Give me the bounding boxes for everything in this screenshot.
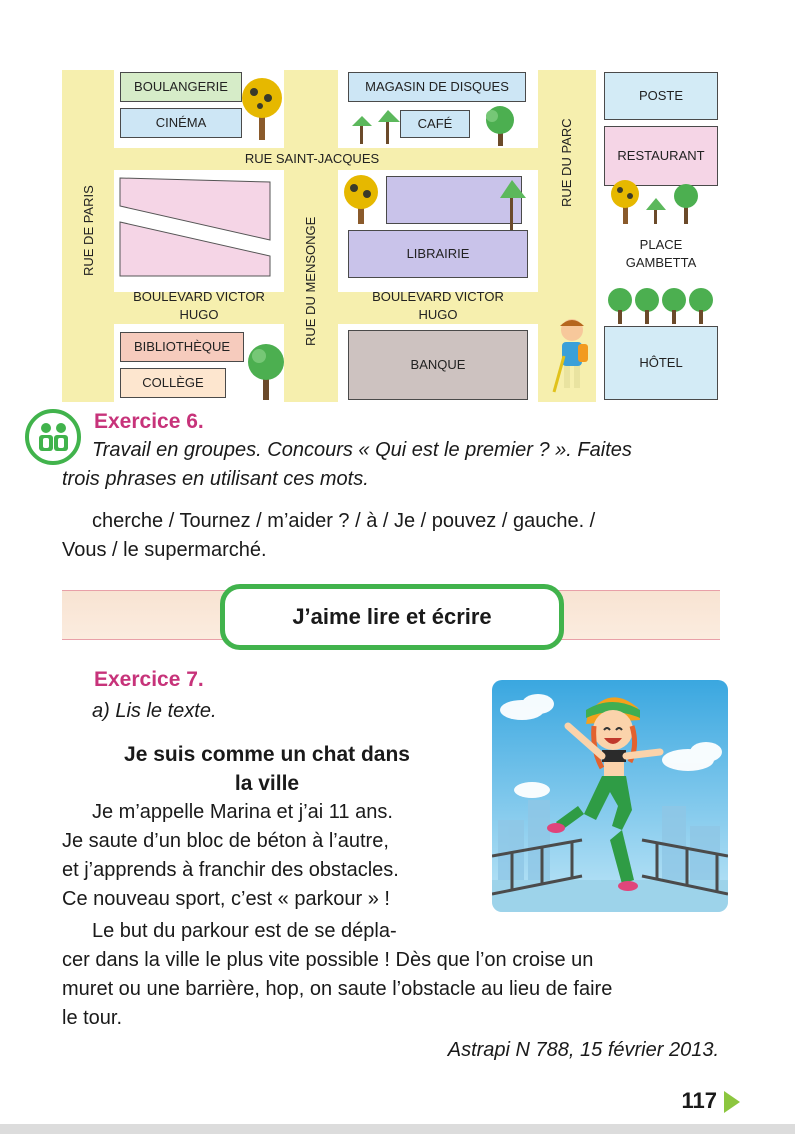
place-label-line: GAMBETTA	[625, 254, 697, 270]
building-boulangerie: BOULANGERIE	[120, 72, 242, 102]
story-title	[62, 740, 472, 798]
story-line: cer dans la ville le plus vite possible ! Dès que l’on croise un	[62, 949, 594, 971]
story-source: Astrapi N 788, 15 février 2013.	[447, 1039, 719, 1061]
place-label-line: PLACE	[639, 237, 683, 252]
street-label-line: BOULEVARD VICTOR	[372, 289, 504, 304]
exercise-7-title: Exercice 7.	[94, 668, 204, 691]
street-label-line: HUGO	[179, 306, 219, 322]
tree-icon	[340, 174, 384, 224]
group-work-icon	[24, 408, 82, 466]
exercise-6-instruction: trois phrases en utilisant ces mots.	[62, 468, 369, 490]
building-college: COLLÈGE	[120, 368, 226, 398]
tree-icon	[240, 76, 284, 142]
street-rue-du-mensonge: RUE DU MENSONGE	[303, 216, 318, 346]
building-poste: POSTE	[604, 72, 718, 120]
exercise-7-instruction: a) Lis le texte.	[92, 700, 217, 722]
girl-parkour-illustration	[492, 680, 728, 912]
page-bottom-bar	[0, 1124, 795, 1134]
pink-buildings	[118, 176, 274, 280]
story-line: et j’apprends à franchir des obstacles.	[62, 859, 399, 881]
section-title: J’aime lire et écrire	[220, 584, 564, 650]
building-librairie: LIBRAIRIE	[348, 230, 528, 278]
street-rue-de-paris: RUE DE PARIS	[81, 185, 96, 277]
tree-icon	[608, 178, 704, 226]
street-boulevard-victor-hugo-east	[348, 288, 528, 323]
street-saint-jacques: RUE SAINT-JACQUES	[244, 151, 380, 166]
street-label-line: HUGO	[418, 306, 458, 322]
exercise-6-words: cherche / Tournez / m’aider ? / à / Je / pouvez / gauche. /	[92, 510, 596, 532]
story-line: le tour.	[62, 1007, 123, 1029]
street-label-line: BOULEVARD VICTOR	[133, 289, 265, 304]
story-line: muret ou une barrière, hop, on saute l’obstacle au lieu de faire	[62, 978, 613, 1000]
page-arrow-icon	[724, 1091, 740, 1113]
building-magasin-de-disques: MAGASIN DE DISQUES	[348, 72, 526, 102]
tree-icon	[478, 104, 526, 148]
story-line: Je m’appelle Marina et j’ai 11 ans.	[92, 801, 393, 823]
story-line: Ce nouveau sport, c’est « parkour » !	[62, 888, 390, 910]
tree-row-icon	[606, 286, 716, 326]
tree-icon	[246, 340, 286, 400]
story-line: Je saute d’un bloc de béton à l’autre,	[62, 830, 389, 852]
story-title-line: la ville	[234, 772, 300, 795]
exercise-6-title: Exercice 6.	[94, 410, 204, 433]
building-hotel: HÔTEL	[604, 326, 718, 400]
story-line: Le but du parkour est de se dépla-	[92, 920, 397, 942]
street-map	[62, 70, 720, 402]
page-number: 117	[681, 1088, 717, 1113]
sapling-icon	[492, 174, 536, 234]
building-restaurant: RESTAURANT	[604, 126, 718, 186]
street-rue-du-parc: RUE DU PARC	[559, 118, 574, 208]
exercise-6-words: Vous / le supermarché.	[62, 539, 267, 561]
street-boulevard-victor-hugo-west	[114, 288, 284, 323]
place-gambetta	[604, 236, 718, 271]
exercise-6-instruction: Travail en groupes. Concours « Qui est le premier ? ». Faites	[92, 439, 632, 461]
building-cinema: CINÉMA	[120, 108, 242, 138]
story-title-line: Je suis comme un chat dans	[124, 743, 410, 766]
building-cafe: CAFÉ	[400, 110, 470, 138]
boy-walking-icon	[550, 316, 594, 398]
building-banque: BANQUE	[348, 330, 528, 400]
building-bibliotheque: BIBLIOTHÈQUE	[120, 332, 244, 362]
sapling-icon	[346, 106, 406, 146]
